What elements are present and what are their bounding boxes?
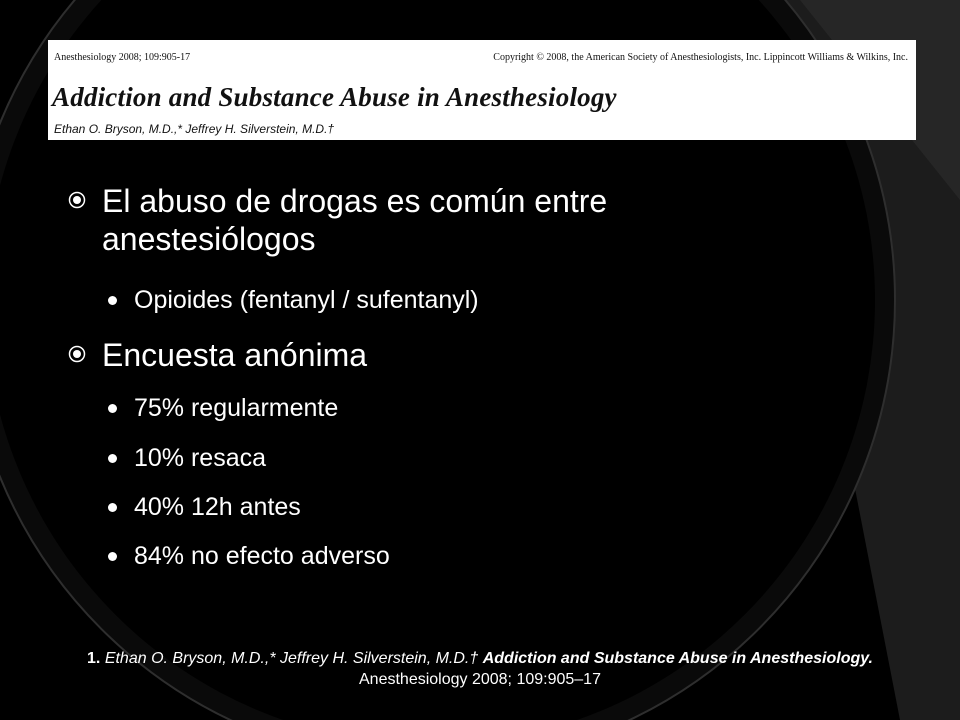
bullet-level2 [134, 285, 479, 315]
bullet-level1 [102, 336, 782, 374]
bullet-text: 84% no efecto adverso [134, 542, 390, 570]
bullet-level2 [134, 492, 301, 522]
article-banner [48, 40, 916, 140]
banner-citation: Anesthesiology 2008; 109:905-17 [54, 52, 191, 63]
reference-title: Addiction and Substance Abuse in Anesthesiology. [482, 650, 873, 667]
circle-target-icon [68, 191, 86, 209]
banner-title: Addiction and Substance Abuse in Anesthesiology [52, 82, 617, 112]
circle-target-icon [68, 345, 86, 363]
dot-icon [108, 503, 117, 512]
banner-authors: Ethan O. Bryson, M.D.,* Jeffrey H. Silverstein, M.D.† [54, 122, 335, 136]
reference-source: Anesthesiology 2008; 109:905–17 [359, 671, 601, 688]
bullet-text: El abuso de drogas es común entre anestesiólogos [102, 183, 608, 257]
bullet-text: Encuesta anónima [102, 337, 368, 373]
banner-copyright: Copyright © 2008, the American Society of Anesthesiologists, Inc. Lippincott Williams & Wilkins, Inc. [493, 52, 908, 63]
reference-authors: Ethan O. Bryson, M.D.,* Jeffrey H. Silverstein, M.D.† [104, 650, 479, 667]
bullet-text: 40% 12h antes [134, 493, 301, 521]
dot-icon [108, 454, 117, 463]
bullet-level2 [134, 541, 390, 571]
bullet-level1 [102, 182, 782, 258]
reference-number: 1. [87, 650, 101, 667]
bullet-text: 10% resaca [134, 444, 267, 472]
dot-icon [108, 296, 117, 305]
dot-icon [108, 552, 117, 561]
bullet-level2 [134, 393, 338, 423]
reference-footnote [60, 648, 900, 690]
bullet-text: 75% regularmente [134, 394, 339, 422]
bullet-text: Opioides (fentanyl / sufentanyl) [134, 286, 479, 314]
dot-icon [108, 404, 117, 413]
bullet-level2 [134, 443, 266, 473]
